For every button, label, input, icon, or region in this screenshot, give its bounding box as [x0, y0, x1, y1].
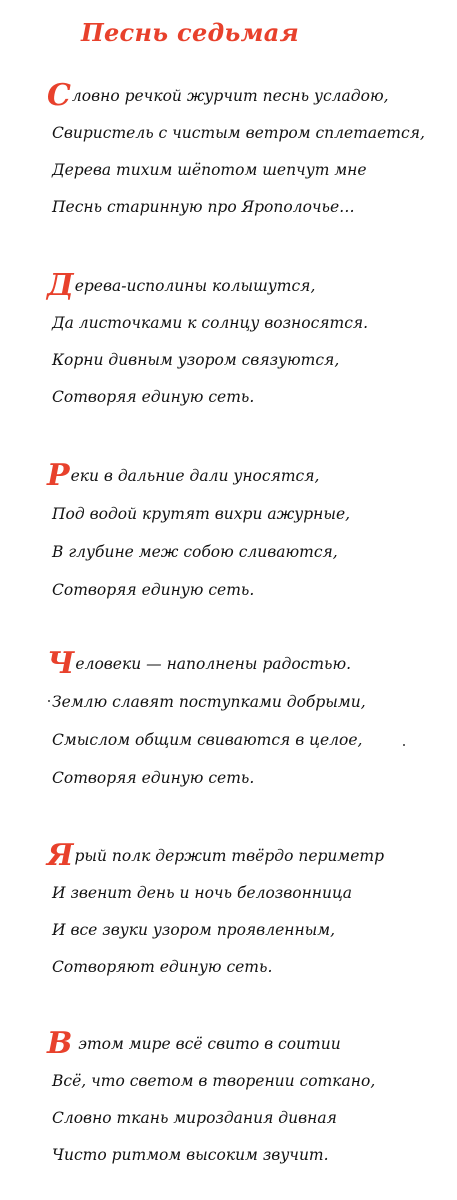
drop-cap: В: [47, 1026, 73, 1061]
poem-line: Всё, что светом в творении соткано,: [52, 1072, 376, 1090]
stanza-first-line: [47, 268, 316, 303]
poem-line: Чисто ритмом высоким звучит.: [52, 1146, 329, 1164]
poem-line: Словно ткань мироздания дивная: [52, 1109, 337, 1127]
poem-line: В глубине меж собою сливаются,: [52, 543, 338, 561]
line-text: ловно речкой журчит песнь усладою,: [71, 87, 389, 105]
stanza-first-line: [47, 646, 352, 681]
stanza-first-line: [47, 838, 385, 873]
speck-mark: [403, 744, 405, 746]
stanza-first-line: [47, 458, 320, 493]
poem-line: И звенит день и ночь белозвонница: [52, 884, 353, 902]
poem-line: Под водой крутят вихри ажурные,: [52, 505, 351, 523]
stanza-first-line: [47, 78, 389, 113]
poem-title: Песнь седьмая: [80, 18, 299, 47]
line-text: еловеки — наполнены радостью.: [75, 655, 352, 673]
stanza-first-line: [47, 1026, 341, 1061]
speck-mark: [48, 700, 50, 702]
poem-line: Да листочками к солнцу возносятся.: [52, 314, 369, 332]
line-text: еки в дальние дали уносятся,: [70, 467, 320, 485]
poem-line: Свиристель с чистым ветром сплетается,: [52, 124, 425, 142]
poem-line: Землю славят поступками добрыми,: [52, 693, 366, 711]
poem-line: Сотворяют единую сеть.: [52, 958, 273, 976]
poem-line: Сотворяя единую сеть.: [52, 769, 255, 787]
poem-line: Сотворяя единую сеть.: [52, 581, 255, 599]
poem-line: Дерева тихим шёпотом шепчут мне: [52, 161, 367, 179]
drop-cap: Ч: [47, 646, 75, 681]
drop-cap: С: [47, 78, 71, 113]
line-text: этом мире всё свито в соитии: [73, 1035, 341, 1053]
line-text: ерева-исполины колышутся,: [74, 277, 316, 295]
line-text: рый полк держит твёрдо периметр: [74, 847, 385, 865]
poem-line: И все звуки узором проявленным,: [52, 921, 336, 939]
drop-cap: Р: [47, 458, 70, 493]
drop-cap: Д: [47, 268, 74, 303]
poem-line: Смыслом общим свиваются в целое,: [52, 731, 363, 749]
poem-line: Корни дивным узором связуются,: [52, 351, 340, 369]
poem-line: Песнь старинную про Ярополочье…: [52, 198, 355, 216]
drop-cap: Я: [47, 838, 74, 873]
poem-line: Сотворяя единую сеть.: [52, 388, 255, 406]
